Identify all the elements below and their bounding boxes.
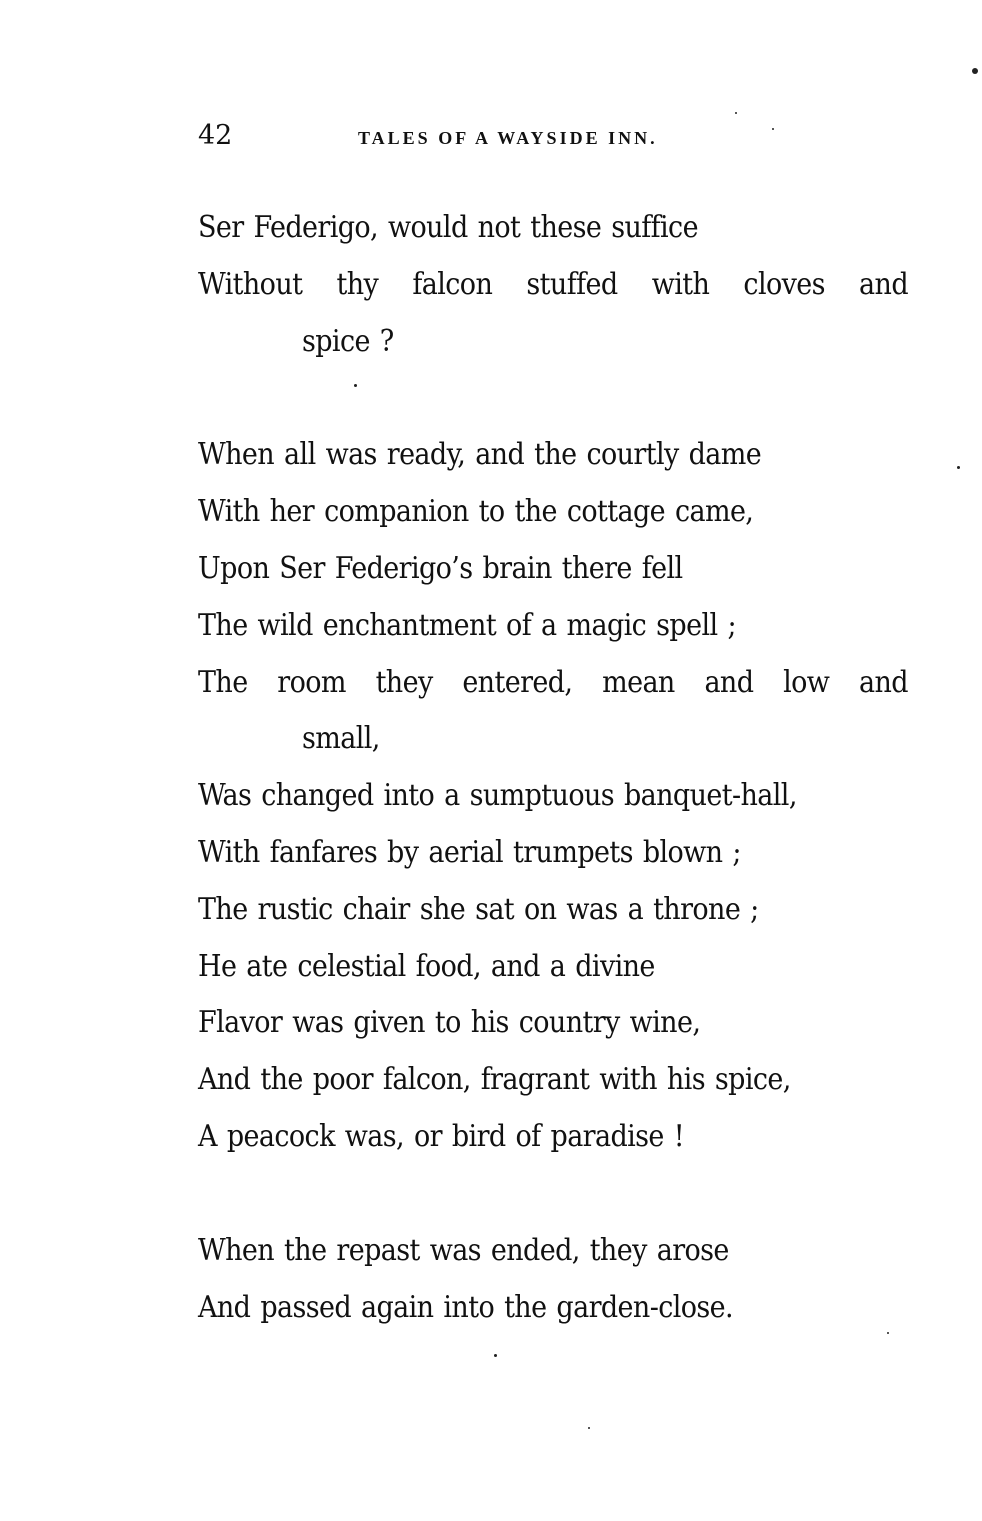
poem-word: The (198, 664, 248, 700)
print-speck (494, 1354, 497, 1357)
poem-line: Ser Federigo, would not these suffice (198, 210, 698, 245)
poem-line: And passed again into the garden-close. (198, 1289, 733, 1325)
print-speck (588, 1427, 590, 1429)
poem-line: The rustic chair she sat on was a throne ; (198, 891, 759, 927)
poem-line-justified (198, 257, 908, 314)
poem-line-continuation: spice ? (302, 323, 394, 359)
poem-line-continuation: small, (302, 721, 380, 757)
poem-word: stuffed (526, 266, 618, 302)
poem-line: With fanfares by aerial trumpets blown ; (198, 834, 741, 870)
poem-line: When the repast was ended, they arose (198, 1232, 729, 1268)
print-speck (735, 112, 737, 114)
poem-line-justified (198, 655, 908, 712)
print-speck (957, 466, 960, 469)
poem-word: mean (602, 664, 675, 700)
poem-line: Upon Ser Federigo’s brain there fell (198, 550, 683, 586)
poem-line: Was changed into a sumptuous banquet-hall, (198, 778, 797, 814)
poem-word: Without (198, 266, 303, 302)
print-speck (972, 68, 978, 74)
poem-text (198, 200, 908, 1336)
poem-word: falcon (412, 266, 493, 302)
poem-line: When all was ready, and the courtly dame (198, 437, 762, 473)
poem-line: He ate celestial food, and a divine (198, 948, 655, 984)
poem-word: and (858, 664, 908, 700)
poem-word: cloves (743, 266, 825, 302)
stanza-3 (198, 1223, 908, 1337)
poem-line: And the poor falcon, fragrant with his spice, (198, 1062, 791, 1098)
page-header (198, 118, 758, 158)
page-number: 42 (198, 120, 233, 151)
poem-word: entered, (462, 664, 573, 700)
poem-word: with (651, 266, 710, 302)
poem-line: Flavor was given to his country wine, (198, 1005, 701, 1041)
stanza-1 (198, 200, 908, 370)
poem-word: thy (336, 266, 379, 302)
poem-line: A peacock was, or bird of paradise ! (198, 1118, 684, 1154)
stanza-2 (198, 427, 908, 1165)
stanza-break (198, 1166, 908, 1223)
print-speck (772, 128, 774, 130)
stanza-break (198, 370, 908, 427)
poem-word: room (277, 664, 346, 700)
poem-line: With her companion to the cottage came, (198, 494, 754, 530)
poem-word: they (375, 664, 433, 700)
print-speck (887, 1332, 889, 1334)
print-speck (354, 384, 357, 387)
poem-line: The wild enchantment of a magic spell ; (198, 607, 736, 643)
poem-word: low (783, 664, 830, 700)
running-title: TALES OF A WAYSIDE INN. (358, 128, 658, 148)
poem-word: and (859, 266, 908, 302)
poem-word: and (704, 664, 754, 700)
